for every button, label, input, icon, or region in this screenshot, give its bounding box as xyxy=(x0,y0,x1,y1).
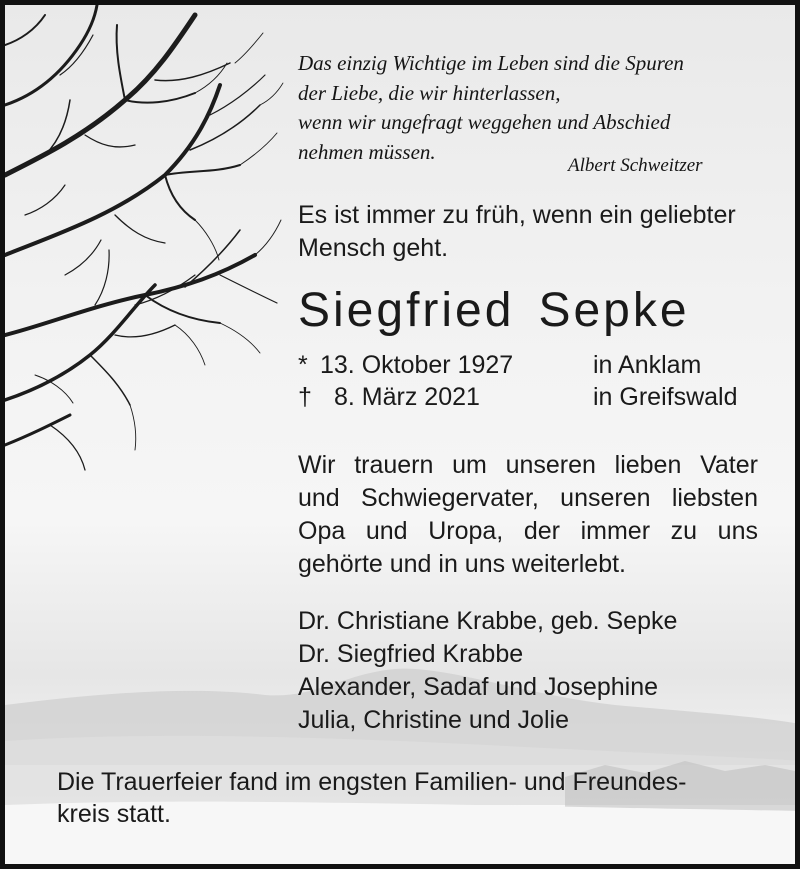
mourning-line: Opa und Uropa, der immer zu uns xyxy=(298,517,758,545)
first-name: Siegfried xyxy=(298,284,515,337)
mourning-line: gehörte und in uns weiterlebt. xyxy=(298,550,626,578)
quote-line: Das einzig Wichtige im Leben sind die Spuren xyxy=(298,51,684,75)
death-place: in Greifswald xyxy=(593,383,738,411)
death-row xyxy=(298,381,758,413)
mourning-line: und Schwiegervater, unseren liebsten xyxy=(298,484,758,512)
quote-author: Albert Schweitzer xyxy=(568,155,703,176)
last-name: Sepke xyxy=(538,284,690,337)
quote-line: wenn wir ungefragt weggehen und Abschied xyxy=(298,110,671,134)
quote-line: nehmen müssen. xyxy=(298,139,436,164)
intro-line: Es ist immer zu früh, wenn ein geliebter xyxy=(298,201,736,229)
intro-line: Mensch geht. xyxy=(298,234,449,262)
family-member: Alexander, Sadaf und Josephine xyxy=(298,673,658,701)
death-symbol: † xyxy=(298,383,312,411)
quote-block xyxy=(298,49,768,167)
family-member: Julia, Christine und Jolie xyxy=(298,706,569,734)
closing-note xyxy=(57,766,762,830)
family-list xyxy=(298,605,677,737)
intro-text xyxy=(298,199,736,265)
birth-place: in Anklam xyxy=(593,351,702,379)
family-member: Dr. Siegfried Krabbe xyxy=(298,640,524,668)
death-date: 8. März 2021 xyxy=(334,383,480,411)
quote-line: der Liebe, die wir hinterlassen, xyxy=(298,80,561,105)
mourning-line: Wir trauern um unseren lieben Vater xyxy=(298,451,758,479)
birth-date: 13. Oktober 1927 xyxy=(320,351,514,379)
birth-symbol: * xyxy=(298,351,308,379)
family-member: Dr. Christiane Krabbe, geb. Sepke xyxy=(298,607,678,635)
closing-line: Die Trauerfeier fand im engsten Familien- und Freundes- xyxy=(57,768,687,796)
life-dates xyxy=(298,349,758,413)
closing-line: kreis statt. xyxy=(57,800,171,828)
deceased-name xyxy=(298,283,690,338)
mourning-text xyxy=(298,449,758,581)
birth-row xyxy=(298,349,758,381)
